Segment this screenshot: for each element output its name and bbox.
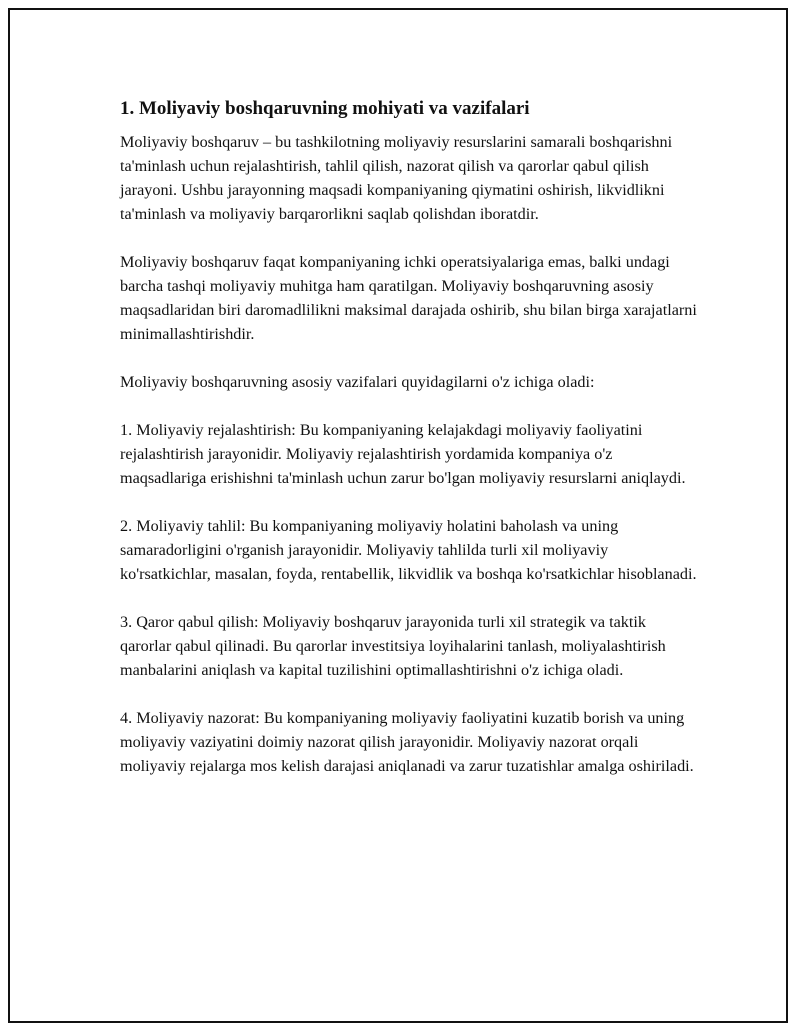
list-item-analysis: 2. Moliyaviy tahlil: Bu kompaniyaning moliyaviy holatini baholash va uning samaradorligini o'rganish jarayonidir. Moliyaviy tahlilda turli xil moliyaviy ko'rsatkichlar, masalan, foyda, rentabellik, likvidlik va boshqa ko'rsatkichlar hisoblanadi.: [120, 517, 697, 583]
list-item-control: 4. Moliyaviy nazorat: Bu kompaniyaning moliyaviy faoliyatini kuzatib borish va uning moliyaviy vaziyatini doimiy nazorat qilish jarayonidir. Moliyaviy nazorat orqali moliyaviy rejalarga mos kelish darajasi aniqlanadi va zarur tuzatishlar amalga oshiriladi.: [120, 709, 694, 775]
list-item-planning: 1. Moliyaviy rejalashtirish: Bu kompaniyaning kelajakdagi moliyaviy faoliyatini rejalashtirish jarayonidir. Moliyaviy rejalashtirish yordamida kompaniya o'z maqsadlariga erishishni ta'minlash uchun zarur bo'lgan moliyaviy resurslarni aniqlaydi.: [120, 421, 686, 487]
page-border: [8, 8, 788, 1023]
paragraph-definition: Moliyaviy boshqaruv – bu tashkilotning moliyaviy resurslarini samarali boshqarishni ta'minlash uchun rejalashtirish, tahlil qilish, nazorat qilish va qarorlar qabul qilish jarayoni. Ushbu jarayonning maqsadi kompaniyaning qiymatini oshirish, likvidlikni ta'minlash va moliyaviy barqarorlikni saqlab qolishdan iboratdir.: [120, 133, 673, 223]
paragraph-tasks-intro: Moliyaviy boshqaruvning asosiy vazifalari quyidagilarni o'z ichiga oladi:: [120, 373, 595, 391]
list-item-decision-making: 3. Qaror qabul qilish: Moliyaviy boshqaruv jarayonida turli xil strategik va taktik qarorlar qabul qilinadi. Bu qarorlar investitsiya loyihalarini tanlash, moliyalashtirish manbalarini aniqlash va kapital tuzilishini optimallashtirishni o'z ichiga oladi.: [120, 613, 666, 679]
paragraph-scope: Moliyaviy boshqaruv faqat kompaniyaning ichki operatsiyalariga emas, balki undagi barcha tashqi moliyaviy muhitga ham qaratilgan. Moliyaviy boshqaruvning asosiy maqsadlaridan biri daromadlilikni maksimal darajada oshirib, shu bilan birga xarajatlarni minimallashtirishdir.: [120, 253, 697, 343]
section-heading: 1. Moliyaviy boshqaruvning mohiyati va vazifalari: [120, 98, 530, 119]
document-body: [120, 96, 700, 802]
